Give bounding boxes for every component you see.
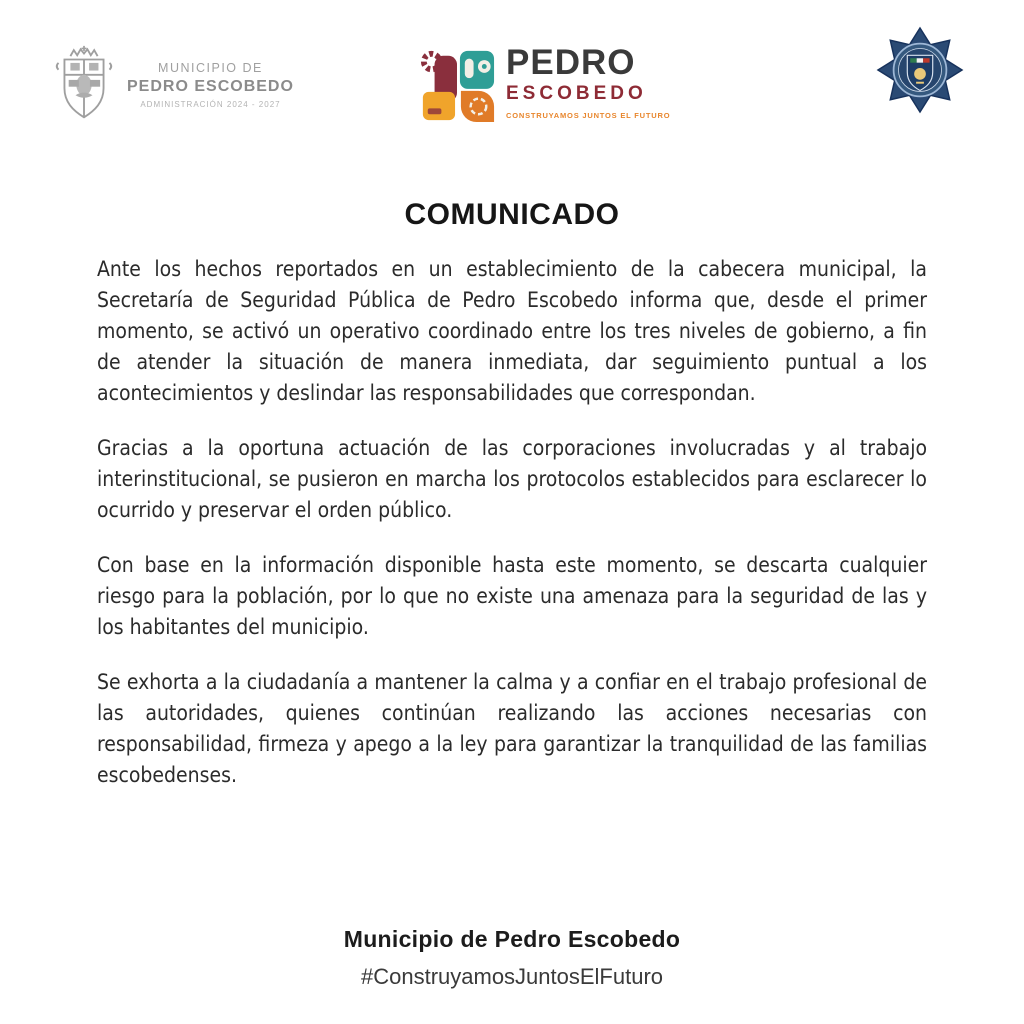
paragraph-4: Se exhorta a la ciudadanía a mantener la calma y a confiar en el trabajo profesional de las autoridades, quienes continúan realizando las acciones necesarias con responsabilidad, firmeza y apego a la ley para garantizar la tranquilidad de las familias escobedenses. [97,670,927,787]
brand-logo-text [506,43,671,120]
police-badge [876,26,964,119]
brand-logo-line2: ESCOBEDO [506,83,647,104]
paragraph-1: Ante los hechos reportados en un establecimiento de la cabecera municipal, la Secretaría de Seguridad Pública de Pedro Escobedo informa que, desde el primer momento, se activó un operativo coordinado entre los tres niveles de gobierno, a fin de atender la situación de manera inmediata, dar seguimiento puntual a los acontecimientos y deslindar las responsabilidades que correspondan. [97,257,927,405]
paragraph-2: Gracias a la oportuna actuación de las corporaciones involucradas y al trabajo interinstitucional, se pusieron en marcha los protocolos establecidos para esclarecer lo ocurrido y preservar el orden público. [97,436,927,522]
pedro-escobedo-brand-icon [418,46,496,129]
paragraph-3: Con base en la información disponible hasta este momento, se descarta cualquier riesgo para la población, por lo que no existe una amenaza para la seguridad de las y los habitantes del municipio. [97,553,927,639]
footer [0,926,1024,990]
footer-organization: Municipio de Pedro Escobedo [343,926,681,952]
brand-logo [418,43,671,129]
municipality-logo-line2: PEDRO ESCOBEDO [127,78,294,95]
brand-logo-tagline: CONSTRUYAMOS JUNTOS EL FUTURO [506,111,671,120]
municipal-crest-icon [50,40,118,130]
document-title: COMUNICADO [404,198,620,231]
brand-logo-line1: PEDRO [506,43,636,82]
municipality-logo-line3: ADMINISTRACIÓN 2024 - 2027 [140,100,281,109]
municipality-logo-line1: MUNICIPIO DE [158,61,263,75]
police-star-badge-icon [876,101,964,118]
header [0,0,1024,150]
document-body [97,198,927,815]
footer-hashtag: #ConstruyamosJuntosElFuturo [360,964,664,989]
municipality-logo [50,40,294,130]
municipality-logo-text [127,61,294,109]
